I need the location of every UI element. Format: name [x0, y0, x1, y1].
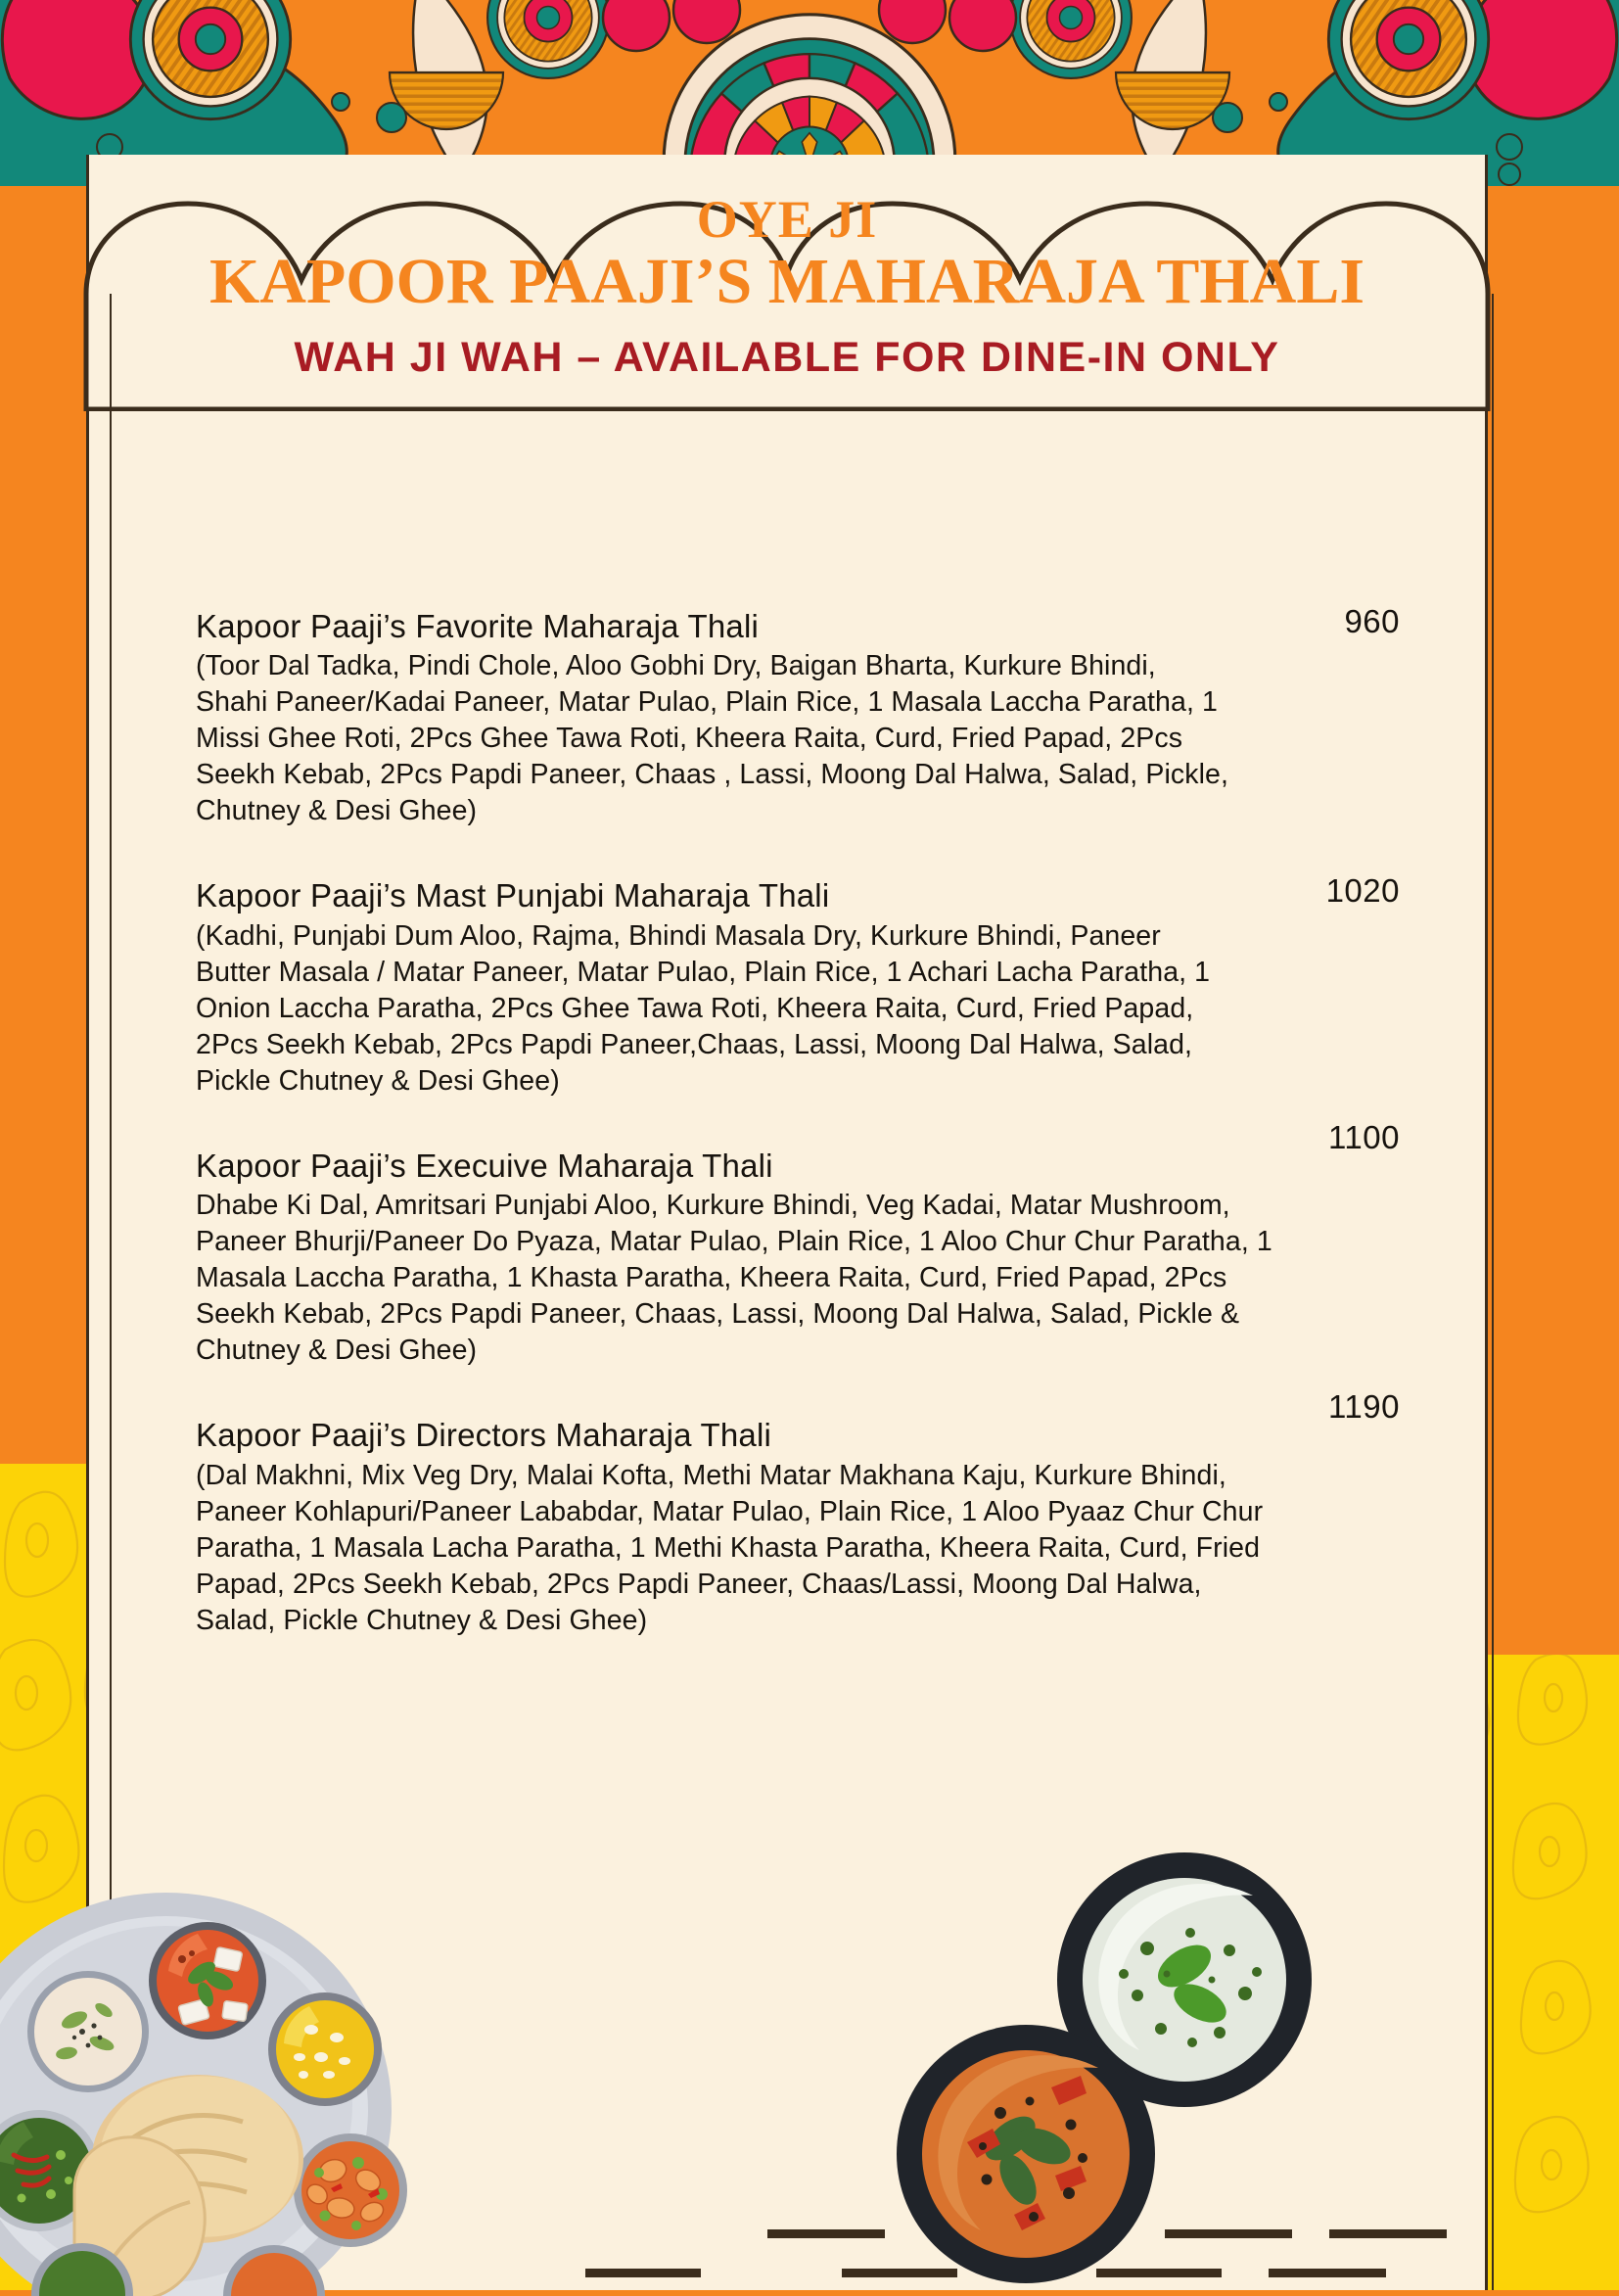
card-inner-rule-right — [1492, 294, 1494, 2290]
dash-mark — [767, 2229, 885, 2238]
dash-mark — [585, 2269, 701, 2277]
bottom-dash-decoration — [0, 2208, 1619, 2290]
menu-item — [196, 872, 1400, 1099]
raita-bowl — [27, 1971, 149, 2092]
menu-item-name: Kapoor Paaji’s Favorite Maharaja Thali — [196, 608, 760, 644]
menu-item-description: (Dal Makhni, Mix Veg Dry, Malai Kofta, Methi Matar Makhana Kaju, Kurkure Bhindi, Paneer Kohlapuri/Paneer Lababdar, Matar Pulao, Plain Rice, 1 Aloo Pyaaz Chur Chur Paratha, 1 Masala Lacha Paratha, 1 Methi Khasta Paratha, Kheera Raita, Curd, Fried Papad, 2Pcs Seekh Kebab, 2Pcs Papdi Paneer, Chaas/Lassi, Moong Dal Halwa, Salad, Pickle Chutney & Desi Ghee) — [196, 1459, 1264, 1636]
dash-mark — [842, 2269, 957, 2277]
dash-mark — [1329, 2229, 1447, 2238]
dal-bowl — [268, 1992, 382, 2106]
dash-mark — [1096, 2269, 1222, 2277]
menu-item-name: Kapoor Paaji’s Directors Maharaja Thali — [196, 1417, 772, 1454]
menu-item-price: 1020 — [1325, 872, 1400, 910]
menu-item-description: (Kadhi, Punjabi Dum Aloo, Rajma, Bhindi Masala Dry, Kurkure Bhindi, Paneer Butter Masala / Matar Paneer, Matar Pulao, Plain Rice, 1 Achari Lacha Paratha, 1 Onion Laccha Paratha, 2Pcs Ghee Tawa Roti, Kheera Raita, Curd, Fried Papad, 2Pcs Seekh Kebab, 2Pcs Papdi Paneer,Chaas, Lassi, Moong Dal Halwa, Salad, Pickle Chutney & Desi Ghee) — [196, 919, 1211, 1097]
dash-mark — [1269, 2269, 1386, 2277]
menu-item-price: 960 — [1344, 603, 1400, 639]
menu-item-description: (Toor Dal Tadka, Pindi Chole, Aloo Gobhi Dry, Baigan Bharta, Kurkure Bhindi, Shahi Paneer/Kadai Paneer, Matar Pulao, Plain Rice, 1 Masala Laccha Paratha, 1 Missi Ghee Roti, 2Pcs Ghee Tawa Roti, Kheera Raita, Curd, Fried Papad, 2Pcs Seekh Kebab, 2Pcs Papdi Paneer, Chaas , Lassi, Moong Dal Halwa, Salad, Pickle, Chutney & Desi Ghee) — [196, 650, 1228, 827]
menu-item-name: Kapoor Paaji’s Mast Punjabi Maharaja Thali — [196, 877, 830, 914]
menu-item — [196, 603, 1400, 829]
brand-name: OYE JI — [696, 190, 878, 249]
menu-item — [196, 1118, 1400, 1369]
menu-item — [196, 1388, 1400, 1638]
menu-item-price: 1100 — [1328, 1118, 1400, 1155]
menu-item-list — [196, 603, 1400, 1639]
menu-subtitle: WAH JI WAH – AVAILABLE FOR DINE-IN ONLY — [294, 333, 1280, 381]
page-title: KAPOOR PAAJI’S MAHARAJA THALI — [208, 246, 1365, 318]
dash-mark — [1165, 2229, 1292, 2238]
menu-item-description: Dhabe Ki Dal, Amritsari Punjabi Aloo, Kurkure Bhindi, Veg Kadai, Matar Mushroom, Paneer Bhurji/Paneer Do Pyaza, Matar Pulao, Plain Rice, 1 Aloo Chur Chur Paratha, 1 Masala Laccha Paratha, 1 Khasta Paratha, Kheera Raita, Curd, Fried Papad, 2Pcs Seekh Kebab, 2Pcs Papdi Paneer, Chaas, Lassi, Moong Dal Halwa, Salad, Pickle & Chutney & Desi Ghee) — [196, 1190, 1272, 1367]
paneer-curry-bowl — [149, 1922, 266, 2039]
menu-item-name: Kapoor Paaji’s Execuive Maharaja Thali — [196, 1147, 773, 1184]
menu-item-price: 1190 — [1328, 1388, 1400, 1426]
menu-header — [86, 192, 1488, 382]
